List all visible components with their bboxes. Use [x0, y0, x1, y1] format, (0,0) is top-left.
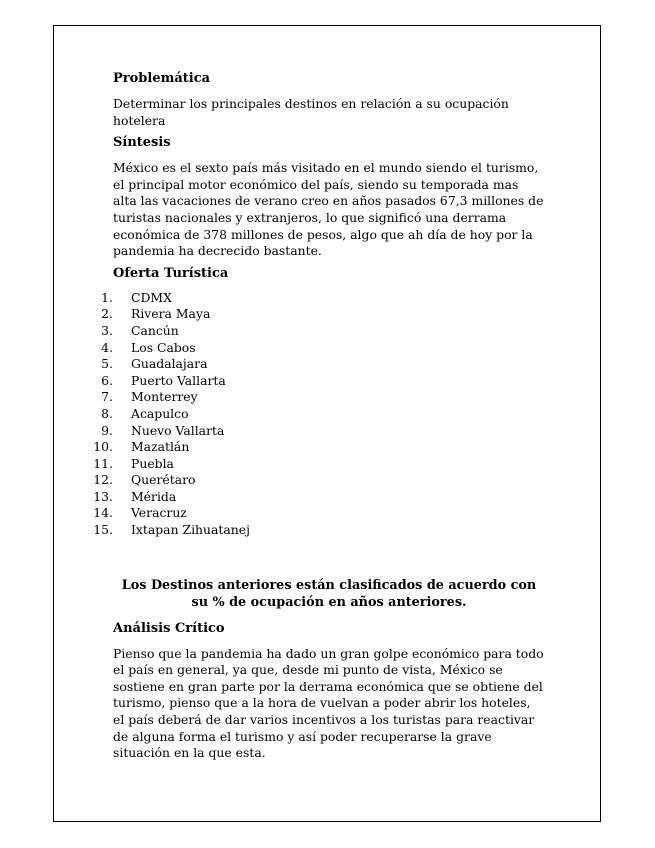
sintesis-text: México es el sexto país más visitado en el mundo siendo el turismo, el principal motor económico del país, siendo su temporada mas alta las vacaciones de verano creo en años pasados 67,3 millones de turistas nacionales y extranjeros, lo que significó una derrama económica de 378 millones de pesos, algo que ah día de hoy por la pandemia ha decrecido bastante. [113, 160, 544, 259]
list-item [85, 505, 545, 522]
sintesis-heading: Síntesis [113, 135, 171, 151]
classification-note: Los Destinos anteriores están clasificados de acuerdo con su % de ocupación en años anteriores. [121, 577, 537, 610]
document-body [93, 70, 545, 767]
list-item-label: Veracruz [131, 505, 187, 521]
list-item-label: Puebla [131, 455, 174, 471]
list-item [85, 389, 545, 406]
list-item-number: 8. [101, 405, 113, 421]
list-item-number: 10. [93, 439, 113, 455]
list-item [85, 472, 545, 489]
list-item-label: Querétaro [131, 472, 196, 488]
list-item [85, 439, 545, 456]
list-item [85, 456, 545, 473]
analisis-text: Pienso que la pandemia ha dado un gran golpe económico para todo el país en general, ya que, desde mi punto de vista, México se sostiene en gran parte por la derrama económica que se obtiene del turismo, pienso que a la hora de vuelvan a poder abrir los hoteles, el país deberá de dar varios incentivos a los turistas para reactivar de alguna forma el turismo y así poder recuperarse la grave situación en la que esta. [113, 645, 544, 761]
list-item-number: 7. [101, 389, 113, 405]
list-item [85, 489, 545, 506]
list-item-label: Guadalajara [131, 356, 208, 372]
list-item-number: 1. [101, 289, 113, 305]
list-item-number: 13. [93, 488, 113, 504]
list-item-label: Puerto Vallarta [131, 372, 226, 388]
list-item-number: 2. [101, 306, 113, 322]
list-item-label: CDMX [131, 289, 172, 305]
problematica-heading: Problemática [113, 71, 211, 86]
list-item-label: Rivera Maya [131, 306, 211, 322]
oferta-heading: Oferta Turística [113, 265, 229, 281]
list-item-number: 6. [101, 372, 113, 388]
list-item-label: Los Cabos [131, 339, 196, 355]
list-item-label: Nuevo Vallarta [131, 422, 225, 438]
list-item-number: 5. [101, 356, 113, 372]
list-item [85, 340, 545, 357]
list-item-number: 11. [93, 455, 113, 471]
list-item [85, 522, 545, 539]
list-item [85, 323, 545, 340]
list-item-number: 3. [101, 322, 113, 338]
problematica-text: Determinar los principales destinos en relación a su ocupación hotelera [113, 96, 509, 128]
list-item-number: 14. [93, 505, 113, 521]
list-item [85, 306, 545, 323]
list-item-number: 15. [93, 522, 113, 538]
list-item-label: Ixtapan Zihuatanej [131, 522, 250, 538]
list-item-number: 4. [101, 339, 113, 355]
analisis-heading: Análisis Crítico [113, 620, 225, 636]
list-item [85, 373, 545, 390]
list-item-number: 12. [93, 472, 113, 488]
list-item [85, 423, 545, 440]
list-item-label: Acapulco [131, 405, 189, 421]
list-item [85, 356, 545, 373]
list-item [85, 290, 545, 307]
list-item-label: Mazatlán [131, 439, 190, 455]
list-item-label: Mérida [131, 488, 177, 504]
list-item [85, 406, 545, 423]
list-item-label: Cancún [131, 322, 179, 338]
destinations-list [85, 290, 545, 539]
list-item-number: 9. [101, 422, 113, 438]
list-item-label: Monterrey [131, 389, 198, 405]
